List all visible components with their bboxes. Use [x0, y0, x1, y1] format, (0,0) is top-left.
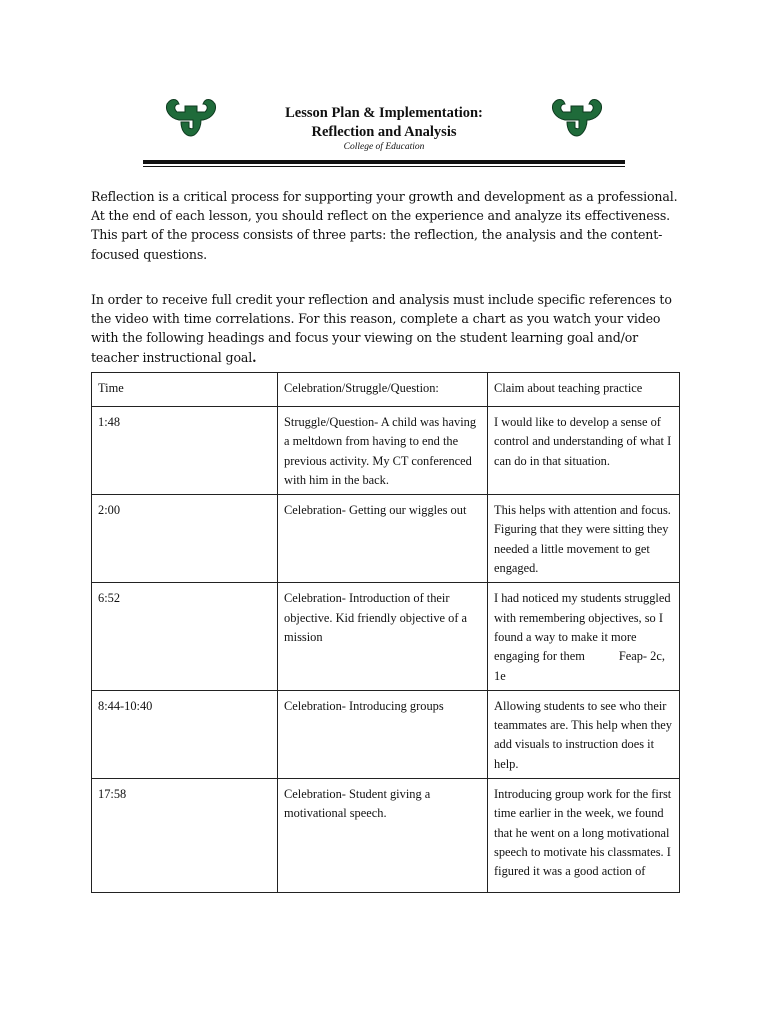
claim-cell: Allowing students to see who their teammates are. This help when they add visuals to instruction does it help.: [488, 690, 680, 778]
claim-cell: I would like to develop a sense of control and understanding of what I can do in that situation.: [488, 407, 680, 495]
instructions-text: In order to receive full credit your reflection and analysis must include specific references to the video with time correlations. For this reason, complete a chart as you watch your video with the following headings and focus your viewing on the student learning goal and/or teacher instructional goal: [91, 292, 672, 365]
time-cell: 8:44-10:40: [92, 690, 278, 778]
title-line-2: Reflection and Analysis: [311, 124, 457, 140]
feap-tag: Feap- 2c, 1e: [494, 649, 665, 683]
title-line-1: Lesson Plan & Implementation:: [285, 105, 483, 121]
event-cell: Celebration- Introduction of their objective. Kid friendly objective of a mission: [278, 583, 488, 690]
time-cell: 17:58: [92, 779, 278, 893]
header-divider-thick: [143, 160, 625, 164]
table-row: [92, 690, 680, 778]
time-cell: 1:48: [92, 407, 278, 495]
table-row: [92, 779, 680, 893]
event-cell: Celebration- Getting our wiggles out: [278, 495, 488, 583]
table-row: [92, 583, 680, 690]
page-subtitle: College of Education: [343, 142, 425, 152]
event-cell: Celebration- Student giving a motivational speech.: [278, 779, 488, 893]
header-celebration: Celebration/Struggle/Question:: [278, 373, 488, 407]
claim-text: I had noticed my students struggled with remembering objectives, so I found a way to make it more engaging for them: [494, 591, 671, 664]
instructions-paragraph: [91, 290, 681, 367]
event-cell: Celebration- Introducing groups: [278, 690, 488, 778]
claim-cell: Introducing group work for the first time earlier in the week, we found that he went on a long motivational speech to motivate his classmates. I figured it was a good action of: [488, 779, 680, 893]
header-divider-thin: [143, 166, 625, 167]
table-row: [92, 495, 680, 583]
table-row: [92, 407, 680, 495]
intro-paragraph: Reflection is a critical process for supporting your growth and development as a professional. At the end of each lesson, you should reflect on the experience and analyze its effectiveness. This part of the process consists of three parts: the reflection, the analysis and the content-focused questions.: [91, 189, 678, 262]
header-time: Time: [92, 373, 278, 407]
page-title: [0, 104, 768, 142]
time-cell: 2:00: [92, 495, 278, 583]
claim-cell: This helps with attention and focus. Figuring that they were sitting they needed a little movement to get engaged.: [488, 495, 680, 583]
time-cell: 6:52: [92, 583, 278, 690]
table-header-row: [92, 373, 680, 407]
event-cell: Struggle/Question- A child was having a meltdown from having to end the previous activity. My CT conferenced with him in the back.: [278, 407, 488, 495]
claim-cell: [488, 583, 680, 690]
header-claim: Claim about teaching practice: [488, 373, 680, 407]
reflection-table: [91, 372, 680, 893]
instructions-period: .: [252, 349, 257, 365]
